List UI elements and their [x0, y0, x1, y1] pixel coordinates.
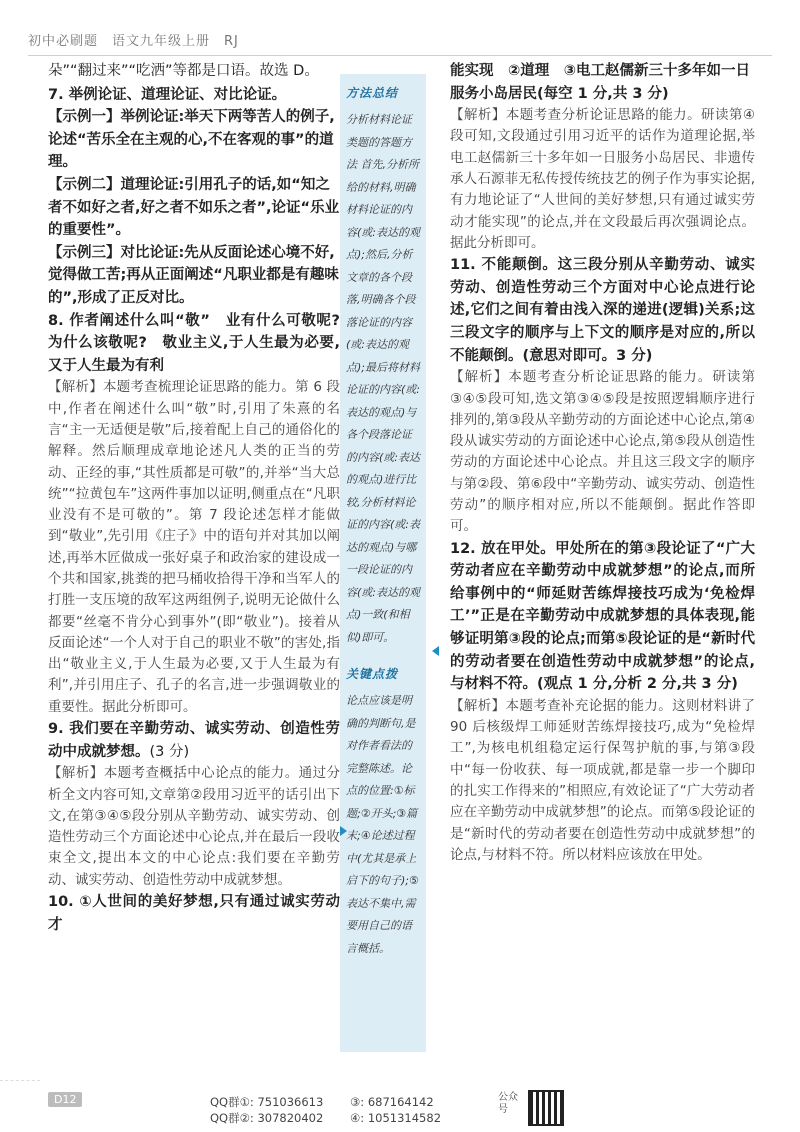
right-column — [450, 60, 755, 866]
qq2-number: 307820402 — [257, 1111, 324, 1125]
left-column — [48, 60, 340, 936]
method-summary-title: 方法总结 — [346, 86, 399, 100]
question-12 — [450, 538, 755, 696]
q10-explanation: 【解析】本题考查分析论证思路的能力。研读第④段可知,文段通过引用习近平的话作为道理论据,举电工赵儒新三十多年如一日服务小岛居民、非遗传承人石源菲无私传授传统技艺的例子作为事实论据,有力地论证了“人世间的美好梦想,只有通过诚实劳动才能实现”的论点,并在文段最后再次强调论点。据此分析即可。 — [450, 107, 755, 251]
header-text: 初中必刷题 语文九年级上册 RJ — [28, 34, 239, 49]
q8-explanation: 【解析】本题考查梳理论证思路的能力。第 6 段中,作者在阐述什么叫“敬”时,引用了朱熹的名言“主一无适便是敬”后,接着配上自己的通俗化的解释。然后顺理成章地论述凡人类的正当的劳动、正经的事,“其性质都是可敬”的,并举“当大总统”“拉黄包车”这两件事加以证明,侧重点在“凡职业没有不是可敬的”。第 7 段论述怎样才能做到“敬业”,先引用《庄子》中的语句并对其加以阐述,再举木匠做成一张好桌子和政治家的建设成一个共和国家,挑粪的把马桶收拾得干净和当军人的打胜一支压境的敌军这两组例子,说明无论做什么都要“丝毫不肯分心到事外”(即“敬业”)。接着从反面论述“一个人对于自己的职业不敬”的害处,指出“敬业主义,于人生最为必要,又于人生最为有利”,并引用庄子、孔子的名言,进一步强调敬业的重要性。据此分析即可。 — [48, 379, 340, 715]
question-8-number: 8. — [48, 312, 64, 329]
official-account-label: 公众号 — [498, 1092, 518, 1115]
page-header — [28, 30, 772, 56]
tips-sidebar — [340, 74, 426, 1052]
question-10-number: 10. — [48, 894, 74, 911]
page-number: D12 — [48, 1092, 82, 1107]
method-summary-text: 分析材料论证类题的答题方法 首先,分析所给的材料,明确材料论证的内容(或:表达的观点);然后,分析文章的各个段落,明确各个段落论证的内容(或:表达的观点);最后将材料论证的内容(或:表达的观点)与各个段落论证的内容(或:表达的观点)进行比较,分析材料论证的内容(或:表达的观点)与哪一段论证的内容(或:表达的观点)一致(和相似)即可。 — [346, 113, 420, 644]
qq3-number: 687164142 — [367, 1095, 434, 1109]
qq1-number: 751036613 — [257, 1095, 324, 1109]
q12-explanation: 【解析】本题考查补充论据的能力。这则材料讲了 90 后核级焊工师延财苦练焊接技巧,成为“免检焊工”,为核电机组稳定运行保驾护航的事,与第③段中“每一份收获、每一项成就,都是靠一步一个脚印的扎实工作得来的”相照应,有效论证了“广大劳动者应在辛勤劳动中成就梦想”的论点。而第⑤段论证的是“新时代的劳动者要在创造性劳动中成就梦想”的论点,与材料不符。所以材料应该放在甲处。 — [450, 697, 755, 863]
qq3-label: ③: — [350, 1095, 365, 1109]
question-7 — [48, 84, 340, 107]
question-8 — [48, 310, 340, 378]
qr-code-icon[interactable] — [528, 1090, 564, 1126]
key-tips-text: 论点应该是明确的判断句,是对作者看法的完整陈述。论点的位置:①标题;②开头;③篇末;④论述过程中(尤其是承上启下的句子);⑤表达不集中,需要用自己的语言概括。 — [346, 694, 419, 955]
question-10-answer-start: ①人世间的美好梦想,只有通过诚实劳动才 — [48, 894, 340, 933]
answer-6-tail: 朵”“翻过来”“吃洒”等都是口语。故选 D。 — [48, 63, 319, 79]
pointer-arrow-left-icon — [432, 646, 439, 656]
question-12-answer: 放在甲处。甲处所在的第③段论证了“广大劳动者应在辛勤劳动中成就梦想”的论点,而所给事例中的“师延财苦练焊接技巧成为‘免检焊工’”正是在辛勤劳动中成就梦想的具体表现,能够证明第③段的论点;而第⑤段论证的是“新时代的劳动者要在创造性劳动中成就梦想”的论点,与材料不符。(观点 1 分,分析 2 分,共 3 分) — [450, 540, 755, 693]
q7-example-1: 【示例一】举例论证:举天下两等苦人的例子,论述“苦乐全在主观的心,不在客观的事”的道理。 — [48, 109, 335, 171]
q9-explanation: 【解析】本题考查概括中心论点的能力。通过分析全文内容可知,文章第②段用习近平的话引出下文,在第③④⑤段分别从辛勤劳动、诚实劳动、创造性劳动三个方面论述中心论点,并在最后一段收束全文,提出本文的中心论点:我们要在辛勤劳动、诚实劳动、创造性劳动中成就梦想。 — [48, 765, 340, 888]
question-9-number: 9. — [48, 721, 64, 738]
question-10 — [48, 891, 340, 936]
key-tips-title: 关键点拨 — [346, 667, 399, 681]
question-9 — [48, 718, 340, 763]
qq4-number: 1051314582 — [367, 1111, 442, 1125]
pointer-arrow-right-icon — [340, 826, 347, 836]
question-9-score: (3 分) — [149, 743, 190, 760]
qq2-label: QQ群②: — [210, 1111, 254, 1125]
question-11-number: 11. — [450, 257, 476, 274]
qq1-label: QQ群①: — [210, 1095, 254, 1109]
q10-answer-continued: 能实现 ②道理 ③电工赵儒新三十多年如一日服务小岛居民(每空 1 分,共 3 分) — [450, 63, 751, 102]
question-8-answer: 作者阐述什么叫“敬” 业有什么可敬呢? 为什么该敬呢? 敬业主义,于人生最为必要,又于人生最为有利 — [48, 312, 340, 374]
question-9-answer: 我们要在辛勤劳动、诚实劳动、创造性劳动中成就梦想。 — [48, 721, 340, 760]
question-11 — [450, 254, 755, 367]
qq-groups — [210, 1094, 480, 1126]
qq4-label: ④: — [350, 1111, 365, 1125]
question-7-answer: 举例论证、道理论证、对比论证。 — [68, 86, 287, 103]
page-fold-decoration — [0, 1080, 40, 1132]
q7-example-2: 【示例二】道理论证:引用孔子的话,如“知之者不如好之者,好之者不如乐之者”,论证“乐业的重要性”。 — [48, 176, 340, 239]
question-7-number: 7. — [48, 86, 64, 103]
question-12-number: 12. — [450, 540, 476, 557]
q7-example-3: 【示例三】对比论证:先从反面论述心境不好,觉得做工苦;再从正面阐述“凡职业都是有趣味的”,形成了正反对比。 — [48, 244, 339, 306]
question-11-answer: 不能颠倒。这三段分别从辛勤劳动、诚实劳动、创造性劳动三个方面对中心论点进行论述,它们之间有着由浅入深的递进(逻辑)关系;这三段文字的顺序与上下文的顺序是对应的,所以不能颠倒。(意思对即可。3 分) — [450, 257, 755, 364]
q11-explanation: 【解析】本题考查分析论证思路的能力。研读第③④⑤段可知,选文第③④⑤段是按照逻辑顺序进行排列的,第③段从辛勤劳动的方面论述中心论点,第④段从诚实劳动的方面论述中心论点,第⑤段从创造性劳动的方面论述中心论点。并且这三段文字的顺序与第②段、第⑥段中“辛勤劳动、诚实劳动、创造性劳动”的顺序相对应,所以不能颠倒。据此作答即可。 — [450, 369, 755, 535]
